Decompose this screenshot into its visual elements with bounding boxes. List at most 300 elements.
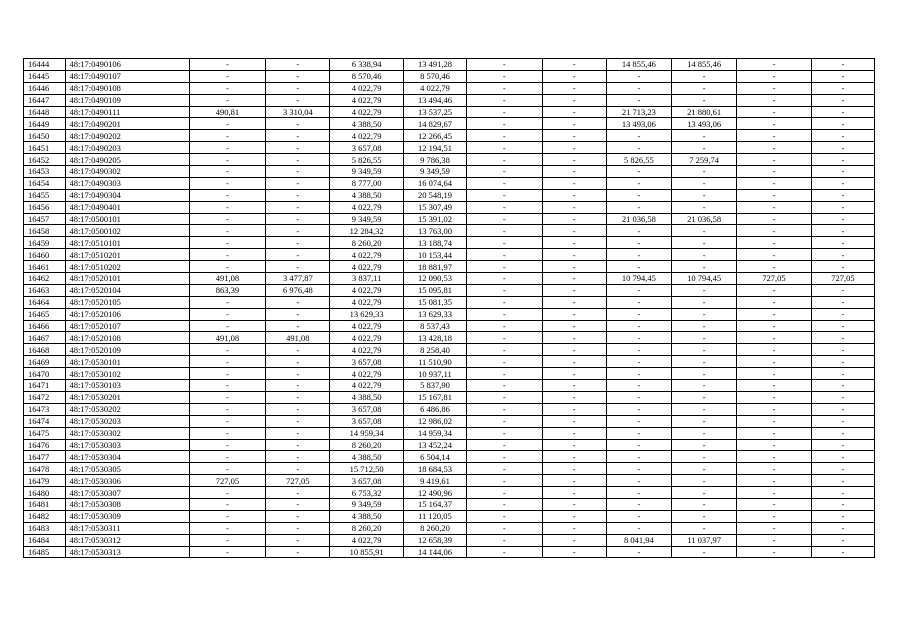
cell-col-9: - — [606, 344, 671, 356]
cell-col-4: - — [266, 380, 330, 392]
cell-col-10: 13 493,06 — [672, 118, 737, 130]
cell-col-6: 13 428,18 — [403, 332, 466, 344]
cell-row-number: 16446 — [24, 82, 66, 94]
cell-col-12: - — [811, 546, 874, 558]
table-row — [24, 475, 875, 487]
cell-col-12: - — [811, 403, 874, 415]
cell-cadastral-number: 48:17:0490205 — [66, 154, 189, 166]
cell-col-7: - — [467, 166, 543, 178]
cell-col-10: - — [672, 391, 737, 403]
cell-col-4: 727,05 — [266, 475, 330, 487]
cell-col-10: - — [672, 142, 737, 154]
cell-col-8: - — [542, 546, 606, 558]
cell-col-8: - — [542, 368, 606, 380]
table-row — [24, 166, 875, 178]
cell-col-6: 5 837,90 — [403, 380, 466, 392]
cell-col-9: - — [606, 82, 671, 94]
cell-row-number: 16471 — [24, 380, 66, 392]
cell-col-4: - — [266, 225, 330, 237]
cell-cadastral-number: 48:17:0530309 — [66, 510, 189, 522]
cell-col-9: - — [606, 177, 671, 189]
cell-col-7: - — [467, 451, 543, 463]
cell-col-8: - — [542, 189, 606, 201]
cell-col-11: - — [737, 320, 812, 332]
table-row — [24, 308, 875, 320]
table-row — [24, 106, 875, 118]
cell-col-9: 14 855,46 — [606, 59, 671, 71]
cell-col-9: - — [606, 439, 671, 451]
cell-col-3: - — [189, 427, 266, 439]
cell-col-5: 4 022,79 — [330, 534, 404, 546]
cell-col-5: 4 388,50 — [330, 118, 404, 130]
cell-col-4: - — [266, 498, 330, 510]
cell-col-12: - — [811, 237, 874, 249]
table-row — [24, 130, 875, 142]
table-row — [24, 249, 875, 261]
table-row — [24, 427, 875, 439]
cell-cadastral-number: 48:17:0520106 — [66, 308, 189, 320]
cell-col-9: - — [606, 498, 671, 510]
cell-col-8: - — [542, 463, 606, 475]
cell-col-8: - — [542, 320, 606, 332]
cell-col-6: 20 548,19 — [403, 189, 466, 201]
cell-cadastral-number: 48:17:0490202 — [66, 130, 189, 142]
cell-col-8: - — [542, 130, 606, 142]
cell-row-number: 16447 — [24, 94, 66, 106]
cell-col-5: 4 022,79 — [330, 130, 404, 142]
cell-col-10: - — [672, 284, 737, 296]
table-row — [24, 261, 875, 273]
cell-col-8: - — [542, 403, 606, 415]
cell-col-4: - — [266, 427, 330, 439]
table-row — [24, 498, 875, 510]
cell-col-9: - — [606, 463, 671, 475]
cell-col-3: - — [189, 118, 266, 130]
table-row — [24, 320, 875, 332]
cell-col-8: - — [542, 391, 606, 403]
cell-row-number: 16475 — [24, 427, 66, 439]
cell-col-3: - — [189, 261, 266, 273]
cell-col-9: - — [606, 225, 671, 237]
cell-col-6: 13 629,33 — [403, 308, 466, 320]
cell-col-10: - — [672, 403, 737, 415]
cell-col-8: - — [542, 284, 606, 296]
cell-cadastral-number: 48:17:0520105 — [66, 296, 189, 308]
cell-cadastral-number: 48:17:0490203 — [66, 142, 189, 154]
cell-col-3: - — [189, 59, 266, 71]
cell-col-6: 15 167,81 — [403, 391, 466, 403]
cell-col-9: - — [606, 296, 671, 308]
cell-col-9: - — [606, 201, 671, 213]
table-row — [24, 142, 875, 154]
table-row — [24, 368, 875, 380]
cell-col-5: 15 712,50 — [330, 463, 404, 475]
cell-col-8: - — [542, 415, 606, 427]
cell-col-4: - — [266, 439, 330, 451]
cell-col-12: - — [811, 166, 874, 178]
cell-col-8: - — [542, 142, 606, 154]
cell-col-5: 6 338,94 — [330, 59, 404, 71]
cell-cadastral-number: 48:17:0520101 — [66, 273, 189, 285]
cell-col-5: 3 657,08 — [330, 475, 404, 487]
cell-col-12: - — [811, 498, 874, 510]
cell-col-6: 15 095,81 — [403, 284, 466, 296]
cell-col-3: - — [189, 487, 266, 499]
cell-col-3: - — [189, 166, 266, 178]
table-row — [24, 225, 875, 237]
cell-col-3: - — [189, 391, 266, 403]
cell-col-3: - — [189, 415, 266, 427]
cell-row-number: 16458 — [24, 225, 66, 237]
cell-col-4: - — [266, 344, 330, 356]
cell-col-4: - — [266, 130, 330, 142]
cell-col-6: 13 452,24 — [403, 439, 466, 451]
cell-col-11: - — [737, 380, 812, 392]
cell-col-3: - — [189, 308, 266, 320]
cell-cadastral-number: 48:17:0520108 — [66, 332, 189, 344]
cell-col-7: - — [467, 94, 543, 106]
cell-col-12: - — [811, 154, 874, 166]
cell-col-4: - — [266, 415, 330, 427]
cell-cadastral-number: 48:17:0490106 — [66, 59, 189, 71]
cell-col-8: - — [542, 534, 606, 546]
cell-col-6: 15 391,02 — [403, 213, 466, 225]
cell-col-12: - — [811, 59, 874, 71]
cell-cadastral-number: 48:17:0530303 — [66, 439, 189, 451]
cell-col-11: - — [737, 308, 812, 320]
cell-col-5: 6 753,32 — [330, 487, 404, 499]
cell-col-7: - — [467, 189, 543, 201]
cell-col-5: 4 388,50 — [330, 189, 404, 201]
cell-col-5: 4 022,79 — [330, 94, 404, 106]
cell-col-10: - — [672, 201, 737, 213]
cell-col-5: 8 260,20 — [330, 237, 404, 249]
cell-col-3: - — [189, 130, 266, 142]
table-row — [24, 546, 875, 558]
cell-col-5: 4 022,79 — [330, 284, 404, 296]
cell-row-number: 16477 — [24, 451, 66, 463]
cell-col-12: - — [811, 308, 874, 320]
cell-col-8: - — [542, 177, 606, 189]
cell-col-9: 8 041,94 — [606, 534, 671, 546]
cell-col-3: 491,08 — [189, 332, 266, 344]
cell-col-9: - — [606, 356, 671, 368]
cell-col-6: 12 986,02 — [403, 415, 466, 427]
cell-col-8: - — [542, 225, 606, 237]
cell-cadastral-number: 48:17:0530305 — [66, 463, 189, 475]
cell-col-5: 4 388,50 — [330, 451, 404, 463]
cell-cadastral-number: 48:17:0490201 — [66, 118, 189, 130]
cell-col-5: 3 657,08 — [330, 415, 404, 427]
cell-col-11: - — [737, 391, 812, 403]
cell-col-8: - — [542, 273, 606, 285]
cell-col-5: 3 657,08 — [330, 403, 404, 415]
cell-col-6: 18 881,97 — [403, 261, 466, 273]
cell-col-7: - — [467, 213, 543, 225]
cell-col-11: - — [737, 82, 812, 94]
cell-col-11: - — [737, 534, 812, 546]
cell-col-7: - — [467, 261, 543, 273]
cell-col-10: - — [672, 439, 737, 451]
cell-col-10: - — [672, 130, 737, 142]
cell-col-4: - — [266, 510, 330, 522]
cell-col-10: - — [672, 498, 737, 510]
cell-col-7: - — [467, 427, 543, 439]
cell-col-9: 21 713,23 — [606, 106, 671, 118]
cell-row-number: 16465 — [24, 308, 66, 320]
table-row — [24, 391, 875, 403]
cell-row-number: 16466 — [24, 320, 66, 332]
cell-col-3: - — [189, 463, 266, 475]
table-row — [24, 70, 875, 82]
cell-col-4: 3 310,04 — [266, 106, 330, 118]
cell-col-10: 10 794,45 — [672, 273, 737, 285]
cell-col-11: - — [737, 439, 812, 451]
cell-col-7: - — [467, 368, 543, 380]
cell-col-3: - — [189, 82, 266, 94]
cell-col-5: 10 855,91 — [330, 546, 404, 558]
cell-col-3: - — [189, 249, 266, 261]
cell-col-11: - — [737, 522, 812, 534]
cell-cadastral-number: 48:17:0530203 — [66, 415, 189, 427]
cell-col-3: - — [189, 451, 266, 463]
cell-col-11: - — [737, 332, 812, 344]
cell-col-12: - — [811, 142, 874, 154]
cell-col-6: 11 510,90 — [403, 356, 466, 368]
table-row — [24, 344, 875, 356]
cell-col-10: - — [672, 451, 737, 463]
table-row — [24, 487, 875, 499]
cell-col-12: - — [811, 82, 874, 94]
cell-col-12: - — [811, 439, 874, 451]
cell-row-number: 16478 — [24, 463, 66, 475]
cell-col-8: - — [542, 70, 606, 82]
cell-col-12: - — [811, 130, 874, 142]
cell-col-3: - — [189, 403, 266, 415]
table-row — [24, 356, 875, 368]
cell-col-6: 8 258,40 — [403, 344, 466, 356]
cell-col-12: - — [811, 427, 874, 439]
cell-row-number: 16444 — [24, 59, 66, 71]
cell-col-4: 491,08 — [266, 332, 330, 344]
cell-col-10: 14 855,46 — [672, 59, 737, 71]
cell-row-number: 16467 — [24, 332, 66, 344]
cell-col-3: - — [189, 154, 266, 166]
cell-col-6: 10 937,11 — [403, 368, 466, 380]
cell-col-5: 9 349,59 — [330, 166, 404, 178]
cell-row-number: 16453 — [24, 166, 66, 178]
cell-col-6: 12 194,51 — [403, 142, 466, 154]
cell-col-6: 13 763,00 — [403, 225, 466, 237]
cell-col-7: - — [467, 487, 543, 499]
cell-col-8: - — [542, 261, 606, 273]
cell-col-7: - — [467, 296, 543, 308]
cell-col-4: - — [266, 451, 330, 463]
table-row — [24, 534, 875, 546]
cell-col-4: - — [266, 201, 330, 213]
cell-col-12: - — [811, 487, 874, 499]
cell-cadastral-number: 48:17:0510202 — [66, 261, 189, 273]
cell-col-11: - — [737, 498, 812, 510]
cell-col-10: - — [672, 308, 737, 320]
cell-col-7: - — [467, 106, 543, 118]
cell-col-6: 8 570,46 — [403, 70, 466, 82]
cell-cadastral-number: 48:17:0490108 — [66, 82, 189, 94]
cell-row-number: 16451 — [24, 142, 66, 154]
cell-col-6: 12 266,45 — [403, 130, 466, 142]
cell-col-7: - — [467, 130, 543, 142]
cell-col-6: 13 188,74 — [403, 237, 466, 249]
cell-col-6: 13 494,46 — [403, 94, 466, 106]
cell-col-9: - — [606, 142, 671, 154]
cell-row-number: 16468 — [24, 344, 66, 356]
cell-col-6: 9 349,59 — [403, 166, 466, 178]
cell-col-12: - — [811, 118, 874, 130]
cell-col-12: - — [811, 177, 874, 189]
cell-col-7: - — [467, 332, 543, 344]
cell-col-5: 4 022,79 — [330, 368, 404, 380]
cell-cadastral-number: 48:17:0520104 — [66, 284, 189, 296]
cell-row-number: 16472 — [24, 391, 66, 403]
cell-col-11: - — [737, 213, 812, 225]
cell-col-7: - — [467, 59, 543, 71]
cell-col-3: - — [189, 356, 266, 368]
cell-col-3: - — [189, 189, 266, 201]
cell-col-8: - — [542, 201, 606, 213]
cell-col-8: - — [542, 237, 606, 249]
cell-col-7: - — [467, 70, 543, 82]
cell-col-3: - — [189, 70, 266, 82]
cell-col-9: - — [606, 510, 671, 522]
cell-cadastral-number: 48:17:0520109 — [66, 344, 189, 356]
cell-row-number: 16476 — [24, 439, 66, 451]
cell-col-8: - — [542, 94, 606, 106]
table-row — [24, 154, 875, 166]
cell-cadastral-number: 48:17:0530101 — [66, 356, 189, 368]
cell-col-10: - — [672, 320, 737, 332]
cell-col-12: - — [811, 522, 874, 534]
cell-col-7: - — [467, 225, 543, 237]
cell-col-10: - — [672, 522, 737, 534]
cell-col-3: 490,81 — [189, 106, 266, 118]
cell-col-6: 14 959,34 — [403, 427, 466, 439]
cell-col-12: - — [811, 261, 874, 273]
cell-col-6: 14 829,67 — [403, 118, 466, 130]
cell-row-number: 16464 — [24, 296, 66, 308]
cell-col-11: - — [737, 415, 812, 427]
cell-col-7: - — [467, 249, 543, 261]
cell-row-number: 16479 — [24, 475, 66, 487]
cell-col-7: - — [467, 344, 543, 356]
cell-col-12: - — [811, 475, 874, 487]
cell-col-12: - — [811, 451, 874, 463]
cell-col-9: - — [606, 391, 671, 403]
cell-col-7: - — [467, 510, 543, 522]
cell-col-8: - — [542, 308, 606, 320]
cell-col-11: - — [737, 427, 812, 439]
cell-col-7: - — [467, 498, 543, 510]
cell-row-number: 16474 — [24, 415, 66, 427]
cell-col-5: 12 284,32 — [330, 225, 404, 237]
table-body — [24, 59, 875, 558]
cell-col-6: 6 504,14 — [403, 451, 466, 463]
cell-col-10: - — [672, 177, 737, 189]
cell-col-4: - — [266, 403, 330, 415]
cell-col-3: - — [189, 225, 266, 237]
cell-col-9: - — [606, 427, 671, 439]
cell-col-11: - — [737, 284, 812, 296]
cell-col-6: 6 486,86 — [403, 403, 466, 415]
cell-col-5: 9 349,59 — [330, 213, 404, 225]
cell-col-7: - — [467, 403, 543, 415]
cell-row-number: 16484 — [24, 534, 66, 546]
cell-col-9: - — [606, 475, 671, 487]
cell-row-number: 16485 — [24, 546, 66, 558]
cell-col-7: - — [467, 177, 543, 189]
cell-col-10: 21 880,61 — [672, 106, 737, 118]
cell-col-6: 9 786,38 — [403, 154, 466, 166]
cell-col-7: - — [467, 391, 543, 403]
cell-cadastral-number: 48:17:0500102 — [66, 225, 189, 237]
cell-col-4: - — [266, 356, 330, 368]
table-row — [24, 296, 875, 308]
cell-col-5: 3 657,08 — [330, 356, 404, 368]
cell-col-4: - — [266, 249, 330, 261]
cell-col-6: 12 658,39 — [403, 534, 466, 546]
cell-row-number: 16473 — [24, 403, 66, 415]
cell-col-4: - — [266, 522, 330, 534]
cell-col-12: - — [811, 106, 874, 118]
cell-col-5: 14 959,34 — [330, 427, 404, 439]
cell-col-5: 4 022,79 — [330, 201, 404, 213]
cell-col-12: - — [811, 189, 874, 201]
cell-col-4: - — [266, 534, 330, 546]
cell-col-7: - — [467, 475, 543, 487]
cell-row-number: 16469 — [24, 356, 66, 368]
cell-col-11: - — [737, 546, 812, 558]
cell-row-number: 16449 — [24, 118, 66, 130]
cell-col-12: - — [811, 296, 874, 308]
cell-col-9: 13 493,06 — [606, 118, 671, 130]
cell-cadastral-number: 48:17:0500101 — [66, 213, 189, 225]
cell-col-4: - — [266, 261, 330, 273]
cell-col-8: - — [542, 332, 606, 344]
cell-col-3: - — [189, 380, 266, 392]
cell-col-5: 13 629,33 — [330, 308, 404, 320]
cell-col-12: - — [811, 356, 874, 368]
table-row — [24, 451, 875, 463]
cell-col-4: - — [266, 118, 330, 130]
cell-col-5: 3 837,11 — [330, 273, 404, 285]
table-row — [24, 82, 875, 94]
cell-col-5: 4 022,79 — [330, 344, 404, 356]
cell-col-3: 727,05 — [189, 475, 266, 487]
cell-col-10: - — [672, 249, 737, 261]
cell-col-10: - — [672, 463, 737, 475]
cell-col-5: 4 022,79 — [330, 332, 404, 344]
cell-col-7: - — [467, 154, 543, 166]
cell-col-11: - — [737, 177, 812, 189]
cell-row-number: 16459 — [24, 237, 66, 249]
cell-col-4: - — [266, 154, 330, 166]
cell-col-10: - — [672, 332, 737, 344]
cell-col-7: - — [467, 415, 543, 427]
table-row — [24, 380, 875, 392]
cell-col-9: - — [606, 261, 671, 273]
cell-cadastral-number: 48:17:0530308 — [66, 498, 189, 510]
cell-row-number: 16483 — [24, 522, 66, 534]
table-row — [24, 237, 875, 249]
